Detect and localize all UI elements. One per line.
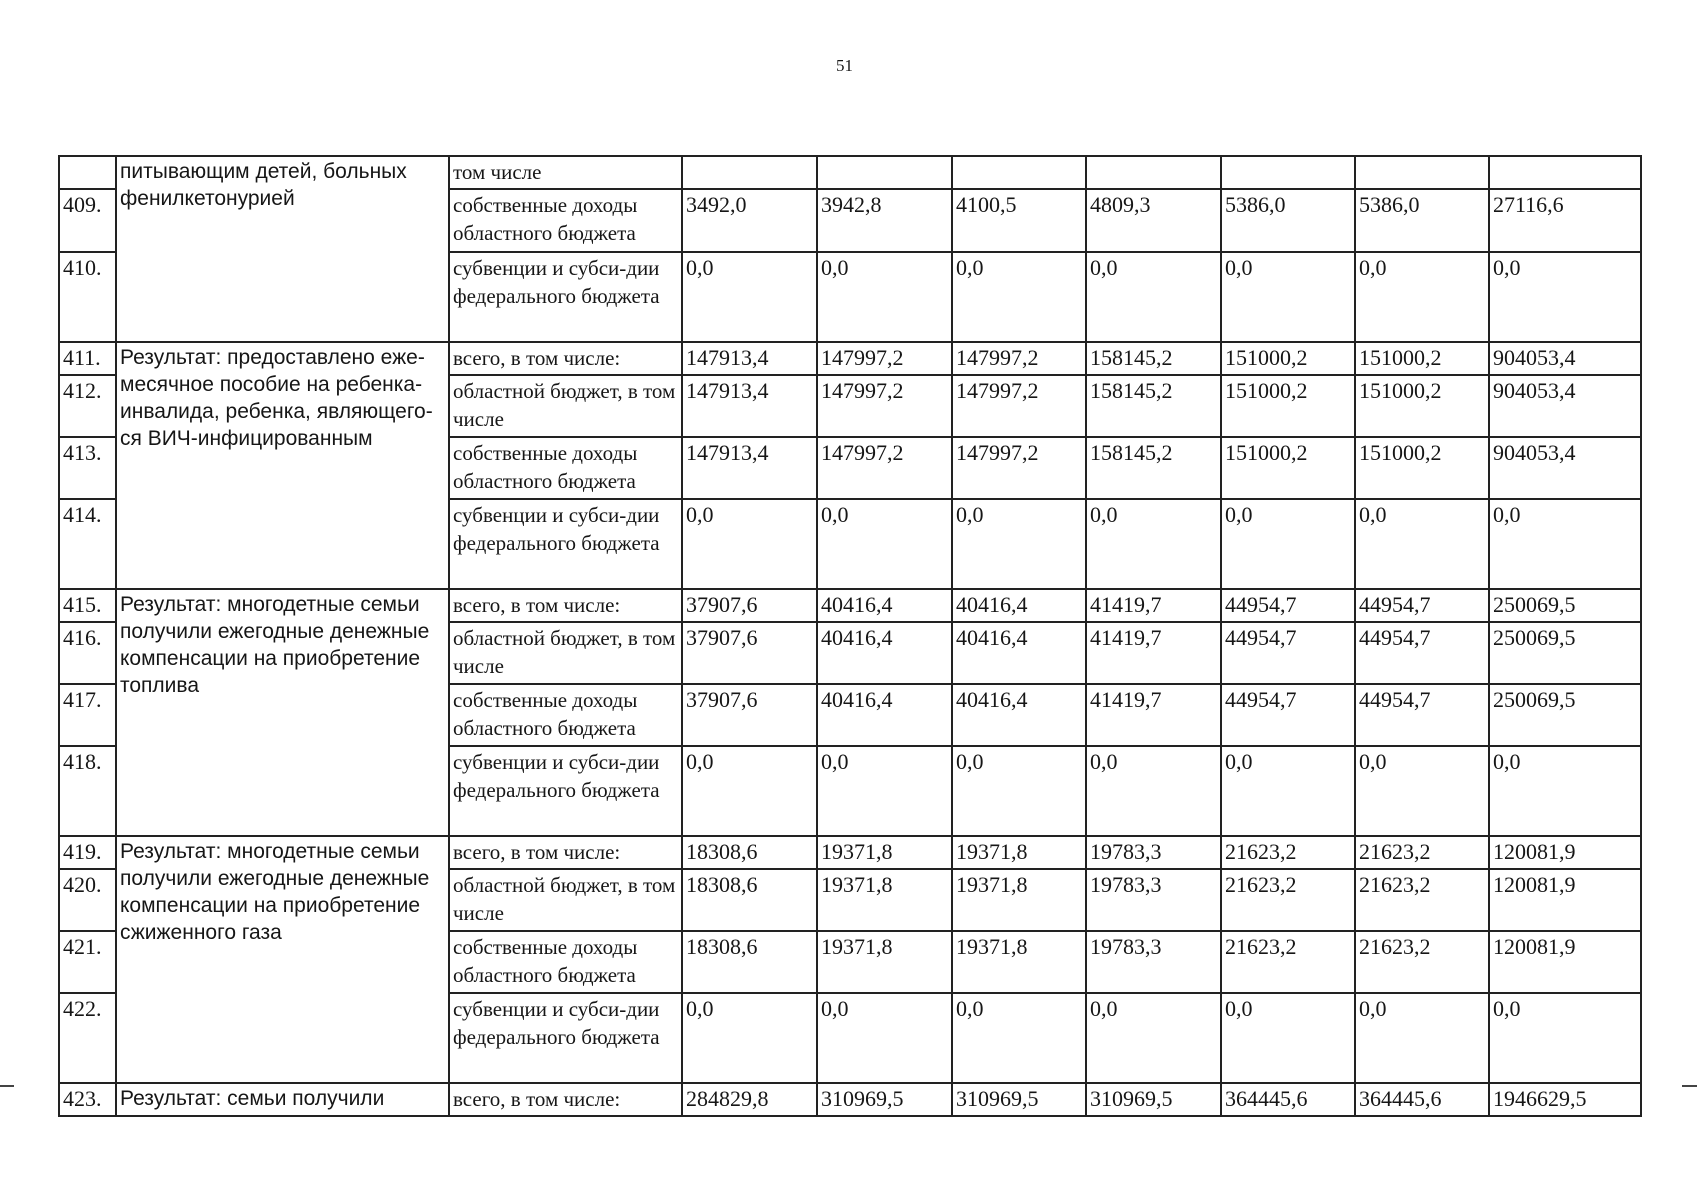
row-number: 410.	[59, 252, 116, 342]
amount-cell: 44954,7	[1221, 589, 1355, 622]
row-number: 423.	[59, 1083, 116, 1116]
table-body	[59, 156, 1641, 1116]
total-value-cell: 120081,9	[1489, 836, 1641, 869]
amount-cell: 3942,8	[817, 189, 952, 252]
funding-source: всего, в том числе:	[449, 342, 682, 375]
row-number: 416.	[59, 622, 116, 684]
amount-cell: 151000,2	[1221, 342, 1355, 375]
amount-cell: 0,0	[1086, 499, 1221, 589]
amount-cell: 364445,6	[1355, 1083, 1489, 1116]
amount-cell: 44954,7	[1355, 589, 1489, 622]
amount-cell: 37907,6	[682, 684, 817, 746]
row-number: 412.	[59, 375, 116, 437]
amount-cell	[817, 156, 952, 189]
amount-cell: 18308,6	[682, 869, 817, 931]
total-value-cell: 120081,9	[1489, 931, 1641, 993]
amount-cell: 19371,8	[817, 836, 952, 869]
row-number: 417.	[59, 684, 116, 746]
table-row	[59, 1083, 1641, 1116]
amount-cell: 310969,5	[817, 1083, 952, 1116]
amount-cell: 147997,2	[952, 375, 1086, 437]
total-value-cell: 0,0	[1489, 252, 1641, 342]
funding-source: областной бюджет, в том числе	[449, 869, 682, 931]
result-description: Результат: предоставлено еже-месячное пособие на ребенка-инвалида, ребенка, являющего-ся ВИЧ-инфицированным	[116, 342, 449, 589]
row-number	[59, 156, 116, 189]
row-number: 420.	[59, 869, 116, 931]
amount-cell: 0,0	[682, 252, 817, 342]
amount-cell: 147997,2	[817, 375, 952, 437]
row-number: 414.	[59, 499, 116, 589]
row-number: 415.	[59, 589, 116, 622]
amount-cell: 0,0	[817, 746, 952, 836]
amount-cell: 18308,6	[682, 931, 817, 993]
funding-source: субвенции и субси-дии федерального бюджета	[449, 252, 682, 342]
amount-cell: 147997,2	[817, 437, 952, 499]
funding-source: собственные доходы областного бюджета	[449, 189, 682, 252]
amount-cell: 158145,2	[1086, 437, 1221, 499]
amount-cell: 19371,8	[952, 836, 1086, 869]
amount-cell: 0,0	[682, 746, 817, 836]
amount-cell: 40416,4	[817, 589, 952, 622]
amount-cell: 158145,2	[1086, 342, 1221, 375]
amount-cell	[1221, 156, 1355, 189]
amount-cell: 158145,2	[1086, 375, 1221, 437]
amount-cell: 151000,2	[1221, 437, 1355, 499]
table-row	[59, 342, 1641, 375]
amount-cell: 0,0	[952, 746, 1086, 836]
amount-cell	[1355, 156, 1489, 189]
amount-cell: 0,0	[952, 252, 1086, 342]
amount-cell: 40416,4	[952, 589, 1086, 622]
amount-cell: 364445,6	[1221, 1083, 1355, 1116]
amount-cell: 0,0	[1086, 993, 1221, 1083]
funding-source: областной бюджет, в том числе	[449, 375, 682, 437]
amount-cell: 0,0	[1086, 746, 1221, 836]
total-value-cell: 0,0	[1489, 499, 1641, 589]
amount-cell: 19371,8	[952, 869, 1086, 931]
amount-cell: 40416,4	[817, 622, 952, 684]
total-value-cell: 904053,4	[1489, 375, 1641, 437]
amount-cell: 44954,7	[1355, 684, 1489, 746]
margin-mark-left	[0, 1085, 14, 1087]
amount-cell	[952, 156, 1086, 189]
amount-cell: 5386,0	[1221, 189, 1355, 252]
amount-cell: 0,0	[817, 499, 952, 589]
amount-cell: 0,0	[1355, 252, 1489, 342]
amount-cell: 40416,4	[952, 684, 1086, 746]
amount-cell: 0,0	[1221, 993, 1355, 1083]
amount-cell: 0,0	[952, 499, 1086, 589]
amount-cell: 21623,2	[1221, 869, 1355, 931]
amount-cell: 151000,2	[1355, 342, 1489, 375]
total-value-cell: 904053,4	[1489, 437, 1641, 499]
amount-cell: 151000,2	[1355, 375, 1489, 437]
amount-cell: 147913,4	[682, 375, 817, 437]
amount-cell: 0,0	[682, 499, 817, 589]
amount-cell: 21623,2	[1221, 931, 1355, 993]
amount-cell: 147913,4	[682, 437, 817, 499]
funding-source: субвенции и субси-дии федерального бюджета	[449, 499, 682, 589]
amount-cell: 19371,8	[952, 931, 1086, 993]
amount-cell: 0,0	[817, 993, 952, 1083]
amount-cell: 310969,5	[952, 1083, 1086, 1116]
funding-source: том числе	[449, 156, 682, 189]
amount-cell: 147997,2	[952, 342, 1086, 375]
amount-cell: 0,0	[682, 993, 817, 1083]
total-value-cell: 250069,5	[1489, 622, 1641, 684]
total-value-cell: 120081,9	[1489, 869, 1641, 931]
total-value-cell: 1946629,5	[1489, 1083, 1641, 1116]
amount-cell: 21623,2	[1355, 836, 1489, 869]
row-number: 421.	[59, 931, 116, 993]
budget-table	[58, 155, 1642, 1117]
total-value-cell: 250069,5	[1489, 589, 1641, 622]
amount-cell: 0,0	[952, 993, 1086, 1083]
amount-cell: 21623,2	[1221, 836, 1355, 869]
amount-cell: 40416,4	[952, 622, 1086, 684]
amount-cell: 19783,3	[1086, 931, 1221, 993]
amount-cell: 19783,3	[1086, 836, 1221, 869]
amount-cell: 41419,7	[1086, 589, 1221, 622]
amount-cell: 0,0	[817, 252, 952, 342]
row-number: 422.	[59, 993, 116, 1083]
funding-source: собственные доходы областного бюджета	[449, 684, 682, 746]
amount-cell: 0,0	[1355, 499, 1489, 589]
table-row	[59, 156, 1641, 189]
row-number: 419.	[59, 836, 116, 869]
amount-cell: 0,0	[1221, 252, 1355, 342]
amount-cell: 5386,0	[1355, 189, 1489, 252]
amount-cell: 44954,7	[1221, 684, 1355, 746]
amount-cell: 147997,2	[952, 437, 1086, 499]
amount-cell: 18308,6	[682, 836, 817, 869]
amount-cell: 4100,5	[952, 189, 1086, 252]
amount-cell: 151000,2	[1355, 437, 1489, 499]
amount-cell: 41419,7	[1086, 622, 1221, 684]
amount-cell: 4809,3	[1086, 189, 1221, 252]
amount-cell: 0,0	[1086, 252, 1221, 342]
page-number: 51	[836, 56, 853, 75]
funding-source: всего, в том числе:	[449, 836, 682, 869]
table-row	[59, 836, 1641, 869]
row-number: 413.	[59, 437, 116, 499]
amount-cell: 310969,5	[1086, 1083, 1221, 1116]
amount-cell: 19371,8	[817, 931, 952, 993]
amount-cell: 21623,2	[1355, 869, 1489, 931]
result-description: Результат: многодетные семьи получили ежегодные денежные компенсации на приобретение сжиженного газа	[116, 836, 449, 1083]
amount-cell: 0,0	[1355, 993, 1489, 1083]
amount-cell: 0,0	[1355, 746, 1489, 836]
margin-mark-right	[1682, 1085, 1697, 1087]
amount-cell: 0,0	[1221, 746, 1355, 836]
amount-cell: 44954,7	[1355, 622, 1489, 684]
amount-cell: 40416,4	[817, 684, 952, 746]
amount-cell	[1086, 156, 1221, 189]
total-value-cell: 27116,6	[1489, 189, 1641, 252]
amount-cell: 41419,7	[1086, 684, 1221, 746]
funding-source: субвенции и субси-дии федерального бюджета	[449, 746, 682, 836]
total-value-cell	[1489, 156, 1641, 189]
row-number: 411.	[59, 342, 116, 375]
amount-cell: 44954,7	[1221, 622, 1355, 684]
total-value-cell: 904053,4	[1489, 342, 1641, 375]
amount-cell: 151000,2	[1221, 375, 1355, 437]
amount-cell	[682, 156, 817, 189]
row-number: 418.	[59, 746, 116, 836]
table-row	[59, 589, 1641, 622]
total-value-cell: 0,0	[1489, 993, 1641, 1083]
row-number: 409.	[59, 189, 116, 252]
funding-source: субвенции и субси-дии федерального бюджета	[449, 993, 682, 1083]
amount-cell: 0,0	[1221, 499, 1355, 589]
funding-source: всего, в том числе:	[449, 1083, 682, 1116]
amount-cell: 37907,6	[682, 622, 817, 684]
amount-cell: 284829,8	[682, 1083, 817, 1116]
amount-cell: 37907,6	[682, 589, 817, 622]
funding-source: собственные доходы областного бюджета	[449, 931, 682, 993]
total-value-cell: 0,0	[1489, 746, 1641, 836]
result-description: питывающим детей, больных фенилкетонурией	[116, 156, 449, 342]
funding-source: всего, в том числе:	[449, 589, 682, 622]
funding-source: собственные доходы областного бюджета	[449, 437, 682, 499]
amount-cell: 147913,4	[682, 342, 817, 375]
funding-source: областной бюджет, в том числе	[449, 622, 682, 684]
amount-cell: 21623,2	[1355, 931, 1489, 993]
amount-cell: 147997,2	[817, 342, 952, 375]
amount-cell: 19371,8	[817, 869, 952, 931]
total-value-cell: 250069,5	[1489, 684, 1641, 746]
result-description: Результат: многодетные семьи получили ежегодные денежные компенсации на приобретение топлива	[116, 589, 449, 836]
amount-cell: 3492,0	[682, 189, 817, 252]
amount-cell: 19783,3	[1086, 869, 1221, 931]
result-description: Результат: семьи получили	[116, 1083, 449, 1116]
